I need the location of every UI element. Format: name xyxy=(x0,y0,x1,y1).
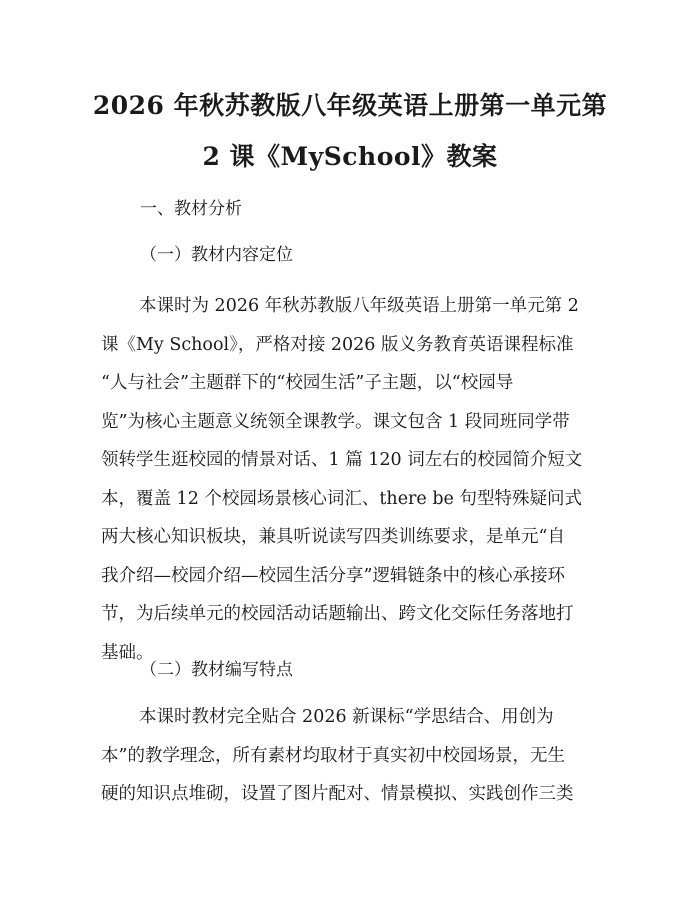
paragraph-line: 领转学生逛校园的情景对话、1 篇 120 词左右的校园简介短文 xyxy=(101,450,583,470)
paragraph-line: 本课时教材完全贴合 2026 新课标“学思结合、用创为 xyxy=(139,707,554,727)
paragraph-line: 课《My School》，严格对接 2026 版义务教育英语课程标准 xyxy=(101,334,574,355)
paragraph-line: 基础。 xyxy=(101,642,154,663)
paragraph-writing-features xyxy=(101,698,601,814)
section-heading: 一、教材分析 xyxy=(140,199,242,219)
paragraph-line: 节，为后续单元的校园活动话题输出、跨文化交际任务落地打 xyxy=(101,604,574,624)
document-title-line-2: 2 课《MySchool》教案 xyxy=(202,142,498,171)
document-title-line-1: 2026 年秋苏教版八年级英语上册第一单元第 xyxy=(92,91,608,120)
paragraph-line: 览”为核心主题意义统领全课教学。课文包含 1 段同班同学带 xyxy=(101,411,570,432)
paragraph-line: 我介绍—校园介绍—校园生活分享”逻辑链条中的核心承接环 xyxy=(101,565,565,586)
paragraph-line: 本课时为 2026 年秋苏教版八年级英语上册第一单元第 2 xyxy=(139,296,579,316)
paragraph-line: 本，覆盖 12 个校园场景核心词汇、there be 句型特殊疑问式 xyxy=(101,488,582,509)
subheading-content-positioning: （一）教材内容定位 xyxy=(140,245,293,265)
paragraph-line: “人与社会”主题群下的“校园生活”子主题，以“校园导 xyxy=(101,373,514,393)
paragraph-content-positioning xyxy=(101,287,601,672)
paragraph-line: 本”的教学理念，所有素材均取材于真实初中校园场景，无生 xyxy=(101,745,565,766)
paragraph-line: 硬的知识点堆砌，设置了图片配对、情景模拟、实践创作三类 xyxy=(101,784,574,804)
subheading-writing-features: （二）教材编写特点 xyxy=(140,660,293,680)
paragraph-line: 两大核心知识板块，兼具听说读写四类训练要求，是单元“自 xyxy=(101,527,565,547)
